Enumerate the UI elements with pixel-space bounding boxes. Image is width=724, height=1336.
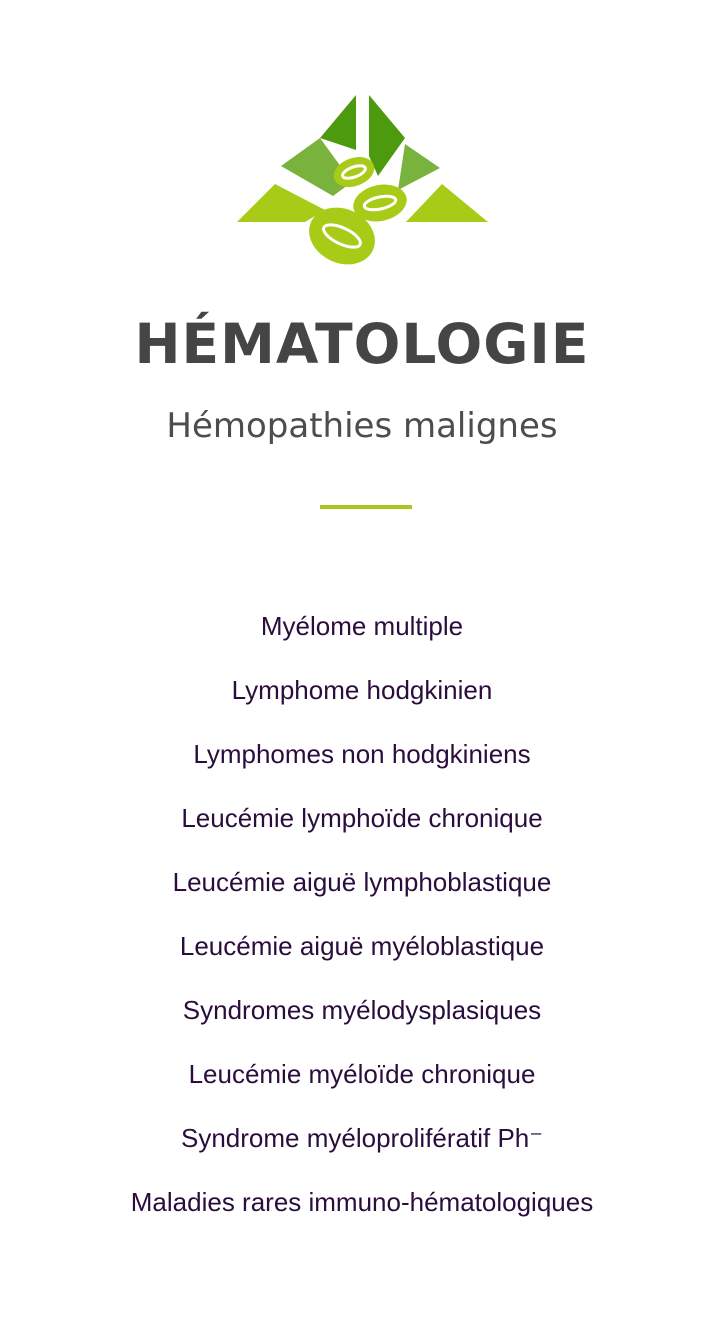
page-subtitle: Hémopathies malignes	[166, 406, 558, 446]
menu-link-syndrome-myeloproliferatif[interactable]: Syndrome myéloprolifératif Ph⁻	[181, 1123, 543, 1153]
menu-item	[0, 594, 724, 658]
menu-link-leucemie-myeloide-chronique[interactable]: Leucémie myéloïde chronique	[188, 1059, 536, 1089]
menu-link-lymphome-hodgkinien[interactable]: Lymphome hodgkinien	[231, 675, 493, 705]
menu-item	[0, 722, 724, 786]
menu-item	[0, 786, 724, 850]
menu-link-syndromes-myelodysplasiques[interactable]: Syndromes myélodysplasiques	[182, 995, 542, 1025]
menu-item	[0, 850, 724, 914]
menu-item	[0, 1170, 724, 1234]
menu-item	[0, 1106, 724, 1170]
menu-link-leucemie-aigue-lymphoblastique[interactable]: Leucémie aiguë lymphoblastique	[172, 867, 552, 897]
menu-item	[0, 914, 724, 978]
menu-link-myelome-multiple[interactable]: Myélome multiple	[260, 611, 464, 641]
menu-link-maladies-rares[interactable]: Maladies rares immuno-hématologiques	[130, 1187, 594, 1217]
menu-link-leucemie-lymphoide-chronique[interactable]: Leucémie lymphoïde chronique	[181, 803, 543, 833]
menu-link-lymphomes-non-hodgkiniens[interactable]: Lymphomes non hodgkiniens	[193, 739, 531, 769]
disease-menu	[0, 594, 724, 1234]
menu-link-leucemie-aigue-myeloblastique[interactable]: Leucémie aiguë myéloblastique	[179, 931, 545, 961]
menu-item	[0, 658, 724, 722]
page-title: HÉMATOLOGIE	[134, 312, 590, 376]
menu-item	[0, 1042, 724, 1106]
logo	[0, 0, 724, 280]
hematology-blood-cells-icon	[0, 0, 724, 280]
accent-divider	[320, 505, 412, 509]
menu-item	[0, 978, 724, 1042]
